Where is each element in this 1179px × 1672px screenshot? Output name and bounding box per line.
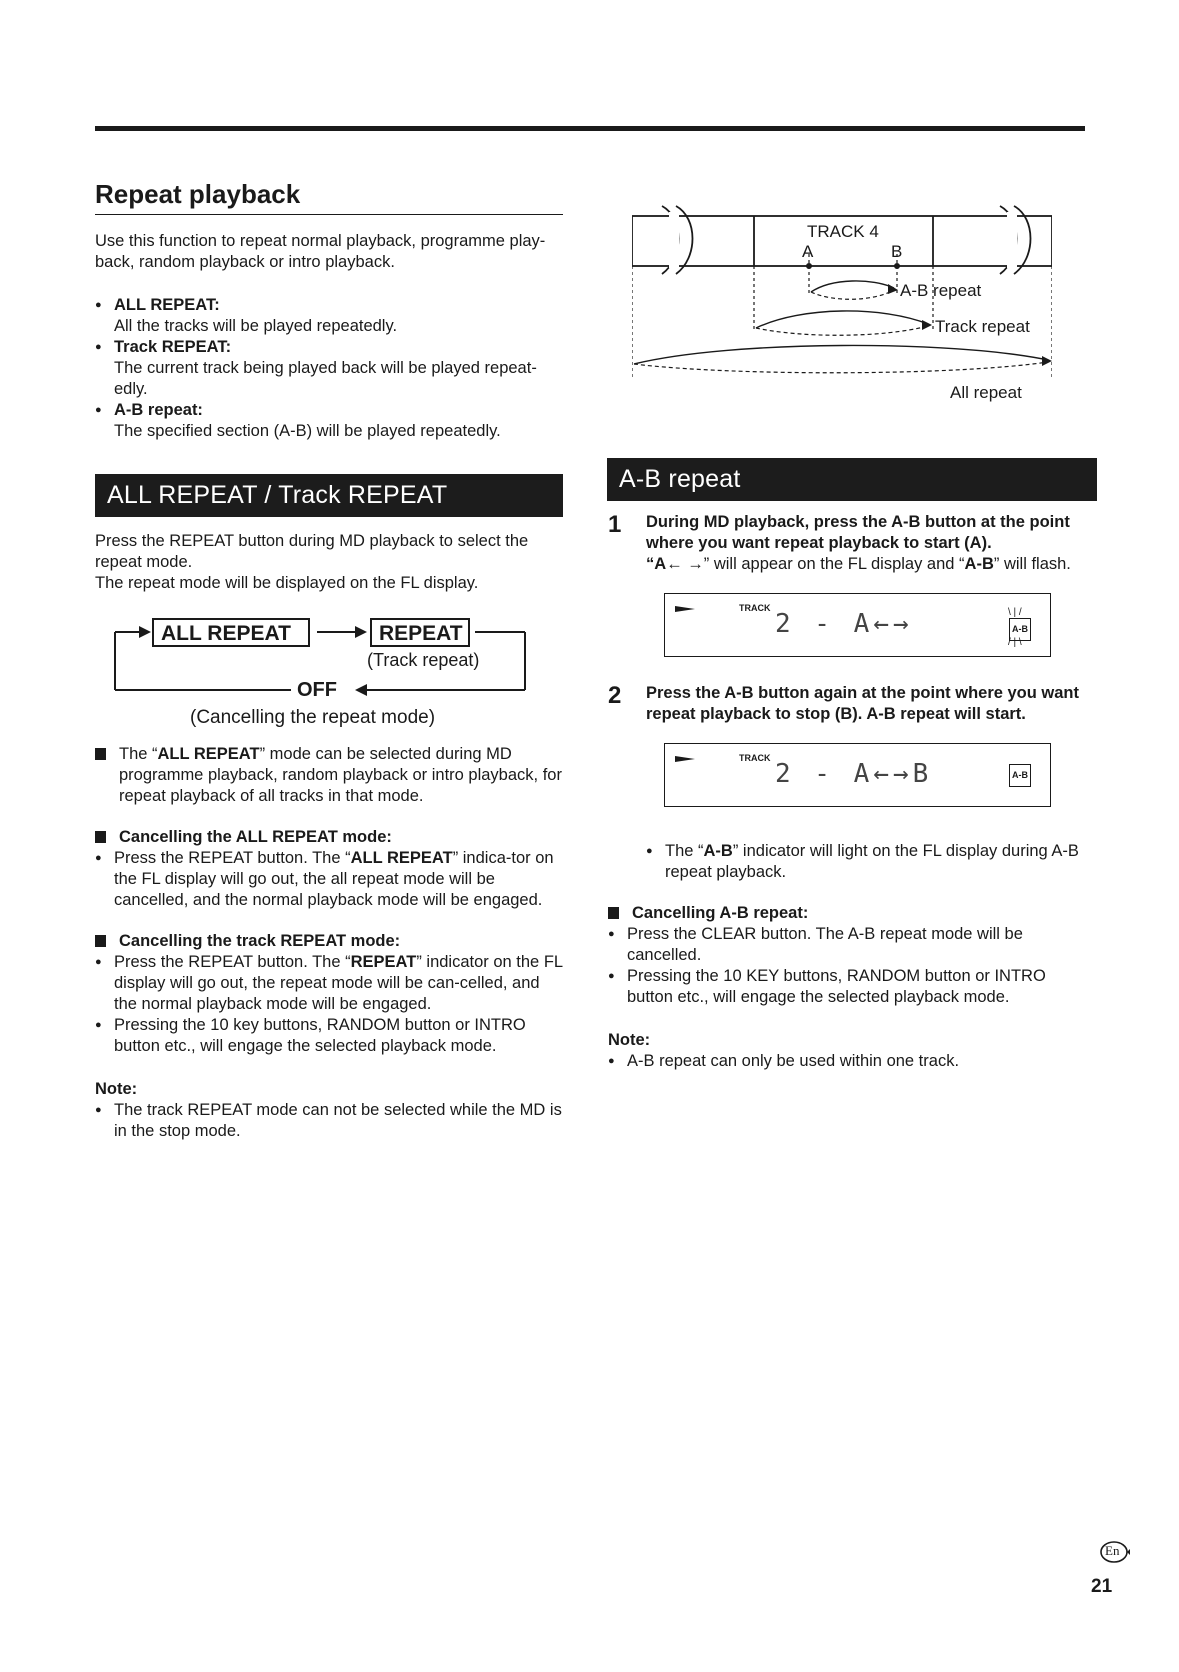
cancel-all-heading: Cancelling the ALL REPEAT mode: [95, 827, 563, 848]
diagram-point-a: A [802, 242, 814, 261]
play-icon [675, 756, 695, 762]
ab-repeat-body [608, 512, 1088, 1072]
note-item: ● A-B repeat can only be used within one track. [608, 1051, 1088, 1072]
mode-item: ● Track REPEAT: The current track being played back will be played repeat-edly. [95, 337, 563, 400]
fl-display-1 [664, 593, 1051, 657]
language-badge: En [1100, 1540, 1130, 1569]
fl-segment-text: 2 - A←→B [775, 759, 933, 789]
indicator-item: ● The “A-B” indicator will light on the FL display during A-B repeat playback. [646, 841, 1088, 883]
note-item: ● The track REPEAT mode can not be selected while the MD is in the stop mode. [95, 1100, 563, 1142]
arrow-left-right-icon: ← → [666, 555, 704, 573]
play-icon [675, 606, 695, 612]
cancel-track-block [95, 931, 563, 1057]
diagram-track-label: TRACK 4 [807, 222, 879, 241]
section-text: Press the REPEAT button during MD playback to select the repeat mode. [95, 532, 529, 571]
cancel-track-item: ● Pressing the 10 key buttons, RANDOM button or INTRO button etc., will engage the selected playback mode. [95, 1015, 563, 1057]
cancel-ab-heading: Cancelling A-B repeat: [608, 903, 1088, 924]
track-label: TRACK [739, 753, 771, 763]
section-heading-all-track-repeat: ALL REPEAT / Track REPEAT [95, 474, 563, 517]
note-heading: Note: [95, 1080, 138, 1098]
cancel-all-item: ● Press the REPEAT button. The “ALL REPEAT” indica-tor on the FL display will go out, the all repeat mode will be cancelled, and the normal playback mode will be engaged. [95, 848, 563, 911]
cycle-off-sub: (Cancelling the repeat mode) [190, 707, 436, 728]
mode-list [95, 295, 563, 442]
step-2: 2 Press the A-B button again at the point where you want repeat playback to stop (B). A-B repeat will start. [608, 682, 1080, 723]
step-1: 1 During MD playback, press the A-B button at the point where you want repeat playback to start (A). “A← →” will appear on the FL display and “A-B” will flash. [608, 511, 1071, 573]
page-title: Repeat playback [95, 178, 563, 215]
section-heading-ab-repeat: A-B repeat [607, 458, 1097, 501]
note-heading: Note: [608, 1031, 651, 1049]
step-number: 1 [608, 511, 622, 538]
page-number: 21 [1091, 1576, 1113, 1597]
flash-rays-icon: / | \ [1008, 637, 1022, 648]
repeat-range-diagram [632, 204, 1052, 409]
cancel-track-heading: Cancelling the track REPEAT mode: [95, 931, 563, 952]
all-repeat-info: The “ALL REPEAT” mode can be selected during MD programme playback, random playback or intro playback, for repeat playback of all tracks in that mode. [95, 744, 563, 807]
step-number: 2 [608, 682, 622, 709]
top-rule [95, 126, 1085, 131]
section-text: The repeat mode will be displayed on the FL display. [95, 574, 479, 592]
diagram-track-repeat: Track repeat [935, 317, 1030, 336]
fl-segment-text: 2 - A←→ [775, 609, 913, 639]
cycle-repeat: REPEAT [379, 622, 463, 645]
mode-item: ● A-B repeat: The specified section (A-B) will be played repeatedly. [95, 400, 563, 442]
mode-item: ● ALL REPEAT: All the tracks will be played repeatedly. [95, 295, 563, 337]
cycle-all-repeat: ALL REPEAT [161, 622, 291, 645]
cancel-all-block [95, 827, 563, 911]
ab-badge: A-B [1009, 764, 1031, 787]
cancel-ab-block [608, 903, 1088, 1008]
repeat-cycle-diagram [95, 612, 563, 732]
track-label: TRACK [739, 603, 771, 613]
diagram-point-b: B [891, 242, 903, 261]
track-diagram-block [608, 204, 1088, 409]
cancel-ab-item: ● Pressing the 10 KEY buttons, RANDOM button or INTRO button etc., will engage the selected playback mode. [608, 966, 1088, 1008]
left-column [95, 178, 563, 1142]
cancel-track-item: ● Press the REPEAT button. The “REPEAT” indicator on the FL display will go out, the repeat mode will be can-celled, and the normal playback mode will be engaged. [95, 952, 563, 1015]
ab-badge-flashing: A-B [1009, 618, 1031, 641]
cycle-off: OFF [297, 679, 337, 701]
diagram-all-repeat: All repeat [950, 383, 1022, 402]
flash-rays-icon: \ | / [1008, 607, 1022, 618]
intro-text: Use this function to repeat normal playback, programme play-back, random playback or intro playback. [95, 232, 546, 271]
diagram-ab-repeat: A-B repeat [900, 281, 982, 300]
cancel-ab-item: ● Press the CLEAR button. The A-B repeat mode will be cancelled. [608, 924, 1088, 966]
fl-display-2 [664, 743, 1051, 807]
cycle-repeat-sub: (Track repeat) [367, 650, 480, 670]
